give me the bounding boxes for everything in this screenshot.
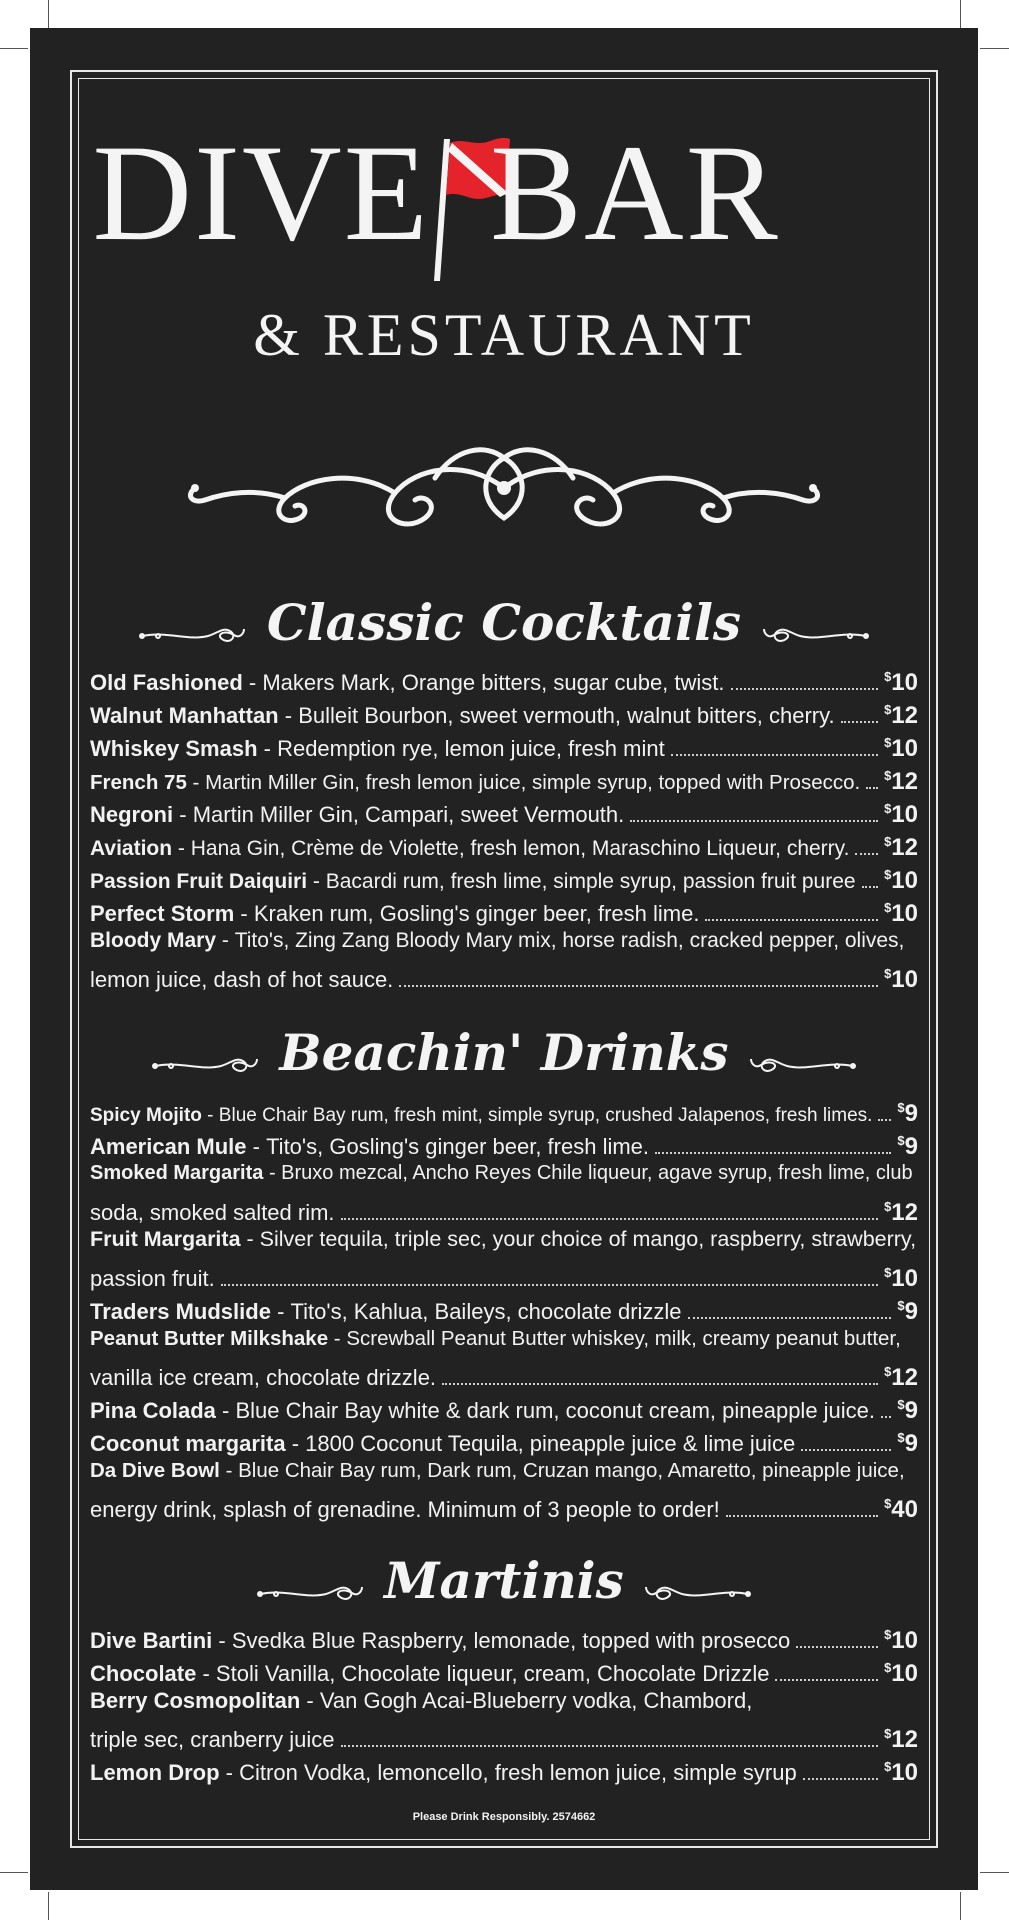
item-desc: vanilla ice cream, chocolate drizzle. [90,1365,437,1390]
item-desc: Stoli Vanilla, Chocolate liqueur, cream, Chocolate Drizzle [215,1661,770,1686]
section-title-text: Martinis [384,1551,624,1610]
item-price: $12 [884,1364,918,1391]
dot-leader [705,919,878,921]
section-title-text: Beachin' Drinks [279,1023,729,1082]
section-items-beachin-drinks [90,1091,918,1523]
dot-leader [803,1778,878,1780]
item-price: $12 [884,768,918,795]
item-price: $10 [884,867,918,894]
item-price: $9 [897,1298,918,1325]
dot-leader [801,1449,891,1451]
item-desc: Kraken rum, Gosling's ginger beer, fresh lime. [253,901,700,926]
item-name: Old Fashioned [90,670,243,695]
crop-mark [48,1892,49,1920]
item-name: Dive Bartini [90,1628,213,1653]
item-price: $12 [884,1199,918,1226]
section-items-martinis [90,1618,918,1786]
crop-mark [980,48,1009,49]
item-desc: passion fruit. [90,1266,215,1291]
item-price: $10 [884,1265,918,1292]
item-desc: soda, smoked salted rim. [90,1200,335,1225]
menu-item-continued [90,957,918,993]
item-price: $12 [884,702,918,729]
item-desc: Blue Chair Bay rum, fresh mint, simple syrup, crushed Jalapenos, fresh limes. [218,1105,873,1126]
dot-leader [796,1646,878,1648]
footer-disclaimer: Please Drink Responsibly. 2574662 [412,1811,596,1823]
item-desc: Tito's, Kahlua, Baileys, chocolate drizzle [290,1299,682,1324]
menu-item-continued [90,1256,918,1292]
item-desc: Martin Miller Gin, Campari, sweet Vermouth. [192,802,625,827]
dot-leader [688,1317,892,1319]
item-name: Peanut Butter Milkshake [90,1327,329,1350]
logo-dive-text: DIVE [92,116,430,269]
item-price: $40 [884,1496,918,1523]
crop-mark [0,1872,28,1873]
dot-leader [731,688,879,690]
crop-mark [0,48,28,49]
menu-item: Berry Cosmopolitan - Van Gogh Acai-Blueberry vodka, Chambord, [90,1684,918,1717]
dot-leader [341,1745,879,1747]
dot-leader [221,1284,878,1286]
item-desc: Redemption rye, lemon juice, fresh mint [277,736,665,761]
item-price: $9 [897,1430,918,1457]
item-price: $10 [884,801,918,828]
item-price: $10 [884,966,918,993]
logo-subtitle: & RESTAURANT [253,302,755,368]
crop-mark [980,1872,1009,1873]
menu-item: American Mule - Tito's, Gosling's ginger beer, fresh lime. $9 [90,1124,918,1157]
item-desc: Hana Gin, Crème de Violette, fresh lemon, Maraschino Liqueur, cherry. [190,837,850,860]
menu-item-continued [90,1717,918,1753]
item-desc: Martin Miller Gin, fresh lemon juice, simple syrup, topped with Prosecco. [205,771,861,794]
logo [30,103,978,303]
item-desc: Screwball Peanut Butter whiskey, milk, creamy peanut butter, [346,1327,901,1350]
menu-item-continued [90,1487,918,1523]
section-title-text: Classic Cocktails [266,593,742,652]
dot-leader [671,754,878,756]
item-desc: Blue Chair Bay white & dark rum, coconut cream, pineapple juice. [235,1398,876,1423]
item-name: Pina Colada [90,1398,216,1423]
item-desc: Tito's, Gosling's ginger beer, fresh lime. [266,1134,650,1159]
item-desc: Tito's, Zing Zang Bloody Mary mix, horse radish, cracked pepper, olives, [234,929,905,952]
item-desc: triple sec, cranberry juice [90,1727,335,1752]
item-name: American Mule [90,1134,247,1159]
menu-item-continued [90,1190,918,1226]
item-price: $12 [884,1726,918,1753]
menu-item: Whiskey Smash - Redemption rye, lemon juice, fresh mint $10 [90,726,918,759]
item-price: $12 [884,834,918,861]
dot-leader [341,1218,879,1220]
menu-item: Chocolate - Stoli Vanilla, Chocolate liqueur, cream, Chocolate Drizzle $10 [90,1651,918,1684]
item-price: $10 [884,735,918,762]
flourish-right-icon [760,621,870,651]
crop-mark [960,1892,961,1920]
menu-item: Lemon Drop - Citron Vodka, lemoncello, fresh lemon juice, simple syrup $10 [90,1750,918,1783]
item-name: Walnut Manhattan [90,703,279,728]
crop-mark [48,0,49,28]
menu-item: Coconut margarita - 1800 Coconut Tequila, pineapple juice & lime juice $9 [90,1421,918,1454]
item-desc: 1800 Coconut Tequila, pineapple juice & lime juice [305,1431,796,1456]
item-price: $10 [884,900,918,927]
menu-item-continued [90,1355,918,1391]
menu-item: Pina Colada - Blue Chair Bay white & dark rum, coconut cream, pineapple juice. $9 [90,1388,918,1421]
item-desc: energy drink, splash of grenadine. Minimum of 3 people to order! [90,1497,720,1522]
item-name: Coconut margarita [90,1431,286,1456]
section-items-classic-cocktails [90,660,918,993]
menu-item: Perfect Storm - Kraken rum, Gosling's ginger beer, fresh lime. $10 [90,891,918,924]
logo-bar-text: BAR [490,116,780,269]
item-price: $9 [897,1397,918,1424]
item-name: Negroni [90,802,174,827]
item-name: Fruit Margarita [90,1227,241,1251]
item-name: Aviation [90,837,173,860]
dot-leader [841,721,878,723]
dot-leader [630,820,878,822]
dot-leader [862,886,878,888]
item-desc: Silver tequila, triple sec, your choice of mango, raspberry, strawberry, [259,1227,917,1251]
item-name: French 75 [90,771,187,794]
dot-leader [775,1679,878,1681]
item-name: Bloody Mary [90,929,217,952]
item-name: Traders Mudslide [90,1299,271,1324]
item-name: Smoked Margarita [90,1162,264,1184]
crop-mark [960,0,961,28]
flourish-left-icon [151,1051,261,1081]
item-desc: Blue Chair Bay rum, Dark rum, Cruzan mango, Amaretto, pineapple juice, [238,1459,905,1482]
item-desc: Svedka Blue Raspberry, lemonade, topped with prosecco [231,1628,791,1653]
dot-leader [881,1416,891,1418]
menu-item: Bloody Mary - Tito's, Zing Zang Bloody Mary mix, horse radish, cracked pepper, olives, [90,924,918,957]
item-name: Whiskey Smash [90,736,258,761]
dot-leader [878,1119,891,1121]
item-desc: Makers Mark, Orange bitters, sugar cube, twist. [262,670,725,695]
dot-leader [442,1383,878,1385]
menu-item: Peanut Butter Milkshake - Screwball Peanut Butter whiskey, milk, creamy peanut butter, [90,1322,918,1355]
menu-item: Negroni - Martin Miller Gin, Campari, sweet Vermouth. $10 [90,792,918,825]
menu-item: Traders Mudslide - Tito's, Kahlua, Baileys, chocolate drizzle $9 [90,1289,918,1322]
flourish-left-icon [138,621,248,651]
item-name: Berry Cosmopolitan [90,1688,301,1713]
item-desc: Bruxo mezcal, Ancho Reyes Chile liqueur, agave syrup, fresh lime, club [281,1162,913,1184]
item-desc: Bacardi rum, fresh lime, simple syrup, passion fruit puree [325,870,856,893]
item-name: Perfect Storm [90,901,235,926]
dot-leader [855,853,878,855]
item-price: $10 [884,1759,918,1786]
item-name: Da Dive Bowl [90,1459,220,1482]
menu-item: Dive Bartini - Svedka Blue Raspberry, lemonade, topped with prosecco $10 [90,1618,918,1651]
section-title-beachin-drinks [30,1018,978,1088]
menu-item: Smoked Margarita - Bruxo mezcal, Ancho Reyes Chile liqueur, agave syrup, fresh lime, club [90,1157,918,1190]
dot-leader [399,985,878,987]
flourish-left-icon [256,1579,366,1609]
flourish-right-icon [642,1579,752,1609]
item-desc: lemon juice, dash of hot sauce. [90,967,394,992]
item-desc: Bulleit Bourbon, sweet vermouth, walnut bitters, cherry. [298,703,835,728]
dot-leader [726,1515,878,1517]
item-name: Spicy Mojito [90,1105,202,1126]
section-title-martinis [30,1546,978,1616]
menu-item: Passion Fruit Daiquiri - Bacardi rum, fresh lime, simple syrup, passion fruit puree $10 [90,858,918,891]
item-price: $10 [884,1660,918,1687]
section-title-classic-cocktails [30,588,978,658]
item-name: Passion Fruit Daiquiri [90,870,308,893]
menu-item: French 75 - Martin Miller Gin, fresh lemon juice, simple syrup, topped with Prosecco. $12 [90,759,918,792]
menu-panel [30,28,978,1890]
dot-leader [866,787,878,789]
item-price: $9 [897,1133,918,1160]
ornament-scroll-icon [175,438,833,538]
menu-item: Spicy Mojito - Blue Chair Bay rum, fresh mint, simple syrup, crushed Jalapenos, fresh limes. $9 [90,1091,918,1124]
menu-item: Aviation - Hana Gin, Crème de Violette, fresh lemon, Maraschino Liqueur, cherry. $12 [90,825,918,858]
item-price: $10 [884,669,918,696]
item-name: Chocolate [90,1661,197,1686]
flourish-right-icon [747,1051,857,1081]
menu-item: Fruit Margarita - Silver tequila, triple sec, your choice of mango, raspberry, strawberry, [90,1223,918,1256]
item-desc: Van Gogh Acai-Blueberry vodka, Chambord, [319,1688,753,1713]
item-name: Lemon Drop [90,1760,220,1785]
item-desc: Citron Vodka, lemoncello, fresh lemon juice, simple syrup [239,1760,797,1785]
menu-item: Walnut Manhattan - Bulleit Bourbon, sweet vermouth, walnut bitters, cherry. $12 [90,693,918,726]
dot-leader [655,1152,891,1154]
item-price: $10 [884,1627,918,1654]
item-price: $9 [897,1100,918,1127]
menu-item: Old Fashioned - Makers Mark, Orange bitters, sugar cube, twist. $10 [90,660,918,693]
menu-item: Da Dive Bowl - Blue Chair Bay rum, Dark rum, Cruzan mango, Amaretto, pineapple juice, [90,1454,918,1487]
